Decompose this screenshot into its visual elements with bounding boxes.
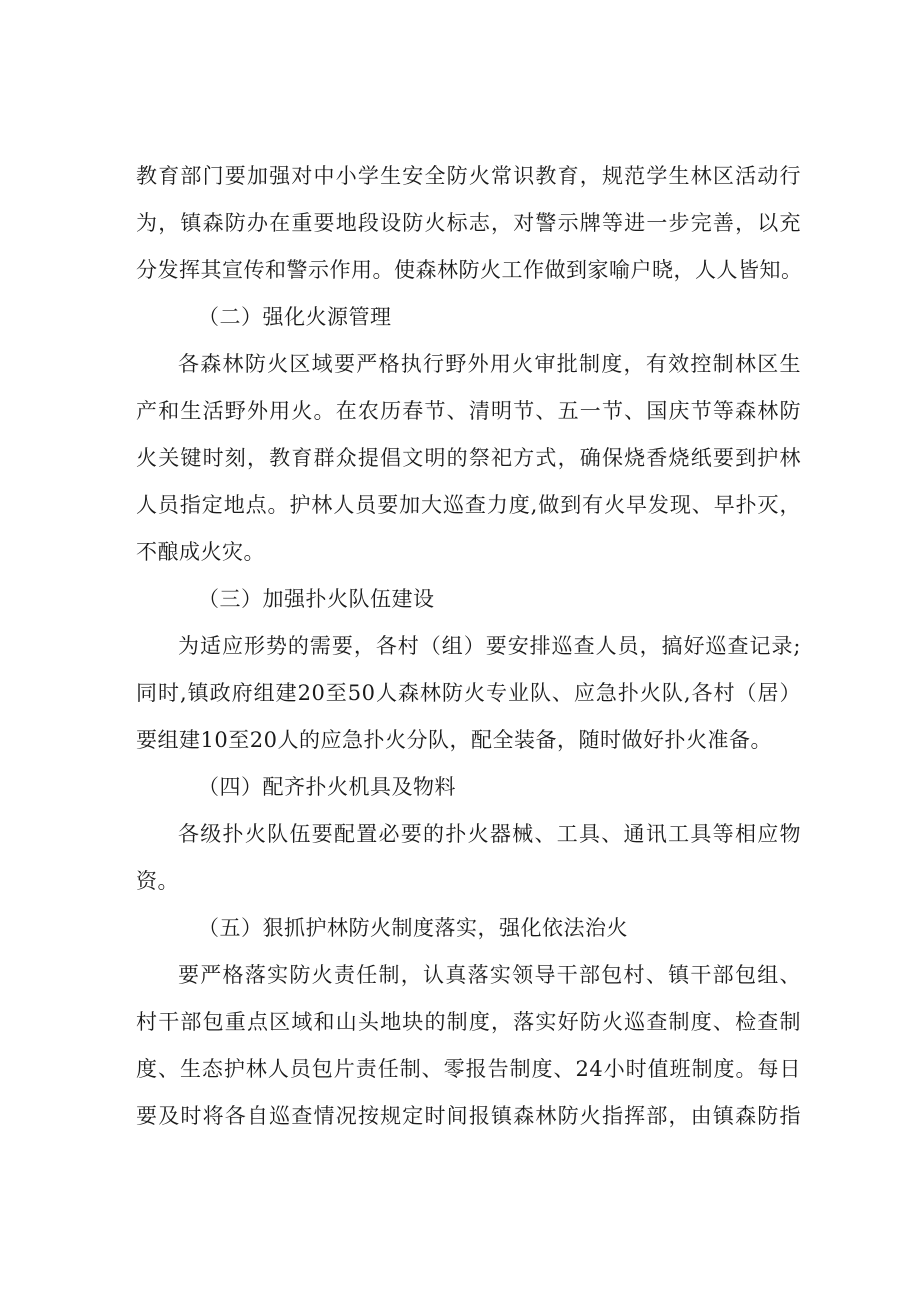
section-heading-regulations: （五）狠抓护林防火制度落实，强化依法治火 [198,916,628,940]
text-line: 为，镇森防办在重要地段设防火标志，对警示牌等进一步完善，以充 [136,211,801,235]
section-heading-fire-source: （二）强化火源管理 [198,305,392,329]
paragraph-equipment [136,811,801,905]
section-heading-equipment: （四）配齐扑火机具及物料 [198,775,456,799]
paragraph-firefighting-team [136,623,801,764]
text-line: 产和生活野外用火。在农历春节、清明节、五一节、国庆节等森林防 [136,399,801,423]
text-line: 各级扑火队伍要配置必要的扑火器械、工具、通讯工具等相应物 [178,822,801,846]
paragraph-education-continued [136,153,801,294]
text-line: 不酿成火灾。 [136,540,265,564]
text-line: 同时,镇政府组建20至50人森林防火专业队、应急扑火队,各村（居） [136,681,801,705]
paragraph-regulations [136,952,801,1140]
section-heading-firefighting-team: （三）加强扑火队伍建设 [198,587,435,611]
text-line: 教育部门要加强对中小学生安全防火常识教育，规范学生林区活动行 [136,164,801,188]
text-line: 为适应形势的需要，各村（组）要安排巡查人员，搞好巡查记录; [178,634,801,658]
text-line: 人员指定地点。护林人员要加大巡查力度,做到有火早发现、早扑灭， [136,493,801,517]
text-line: 要及时将各自巡查情况按规定时间报镇森林防火指挥部，由镇森防指 [136,1104,801,1128]
text-line: 各森林防火区域要严格执行野外用火审批制度，有效控制林区生 [178,352,801,376]
text-line: 村干部包重点区域和山头地块的制度，落实好防火巡查制度、检查制 [136,1010,801,1034]
text-line: 火关键时刻，教育群众提倡文明的祭祀方式，确保烧香烧纸要到护林 [136,446,801,470]
text-line: 度、生态护林人员包片责任制、零报告制度、24小时值班制度。每日 [136,1057,801,1081]
paragraph-fire-source [136,341,801,576]
text-line: 要组建10至20人的应急扑火分队，配全装备，随时做好扑火准备。 [136,728,772,752]
text-line: 分发挥其宣传和警示作用。使森林防火工作做到家喻户晓，人人皆知。 [136,258,803,282]
text-line: 要严格落实防火责任制，认真落实领导干部包村、镇干部包组、 [178,963,801,987]
document-body [136,153,801,1140]
text-line: 资。 [136,869,179,893]
